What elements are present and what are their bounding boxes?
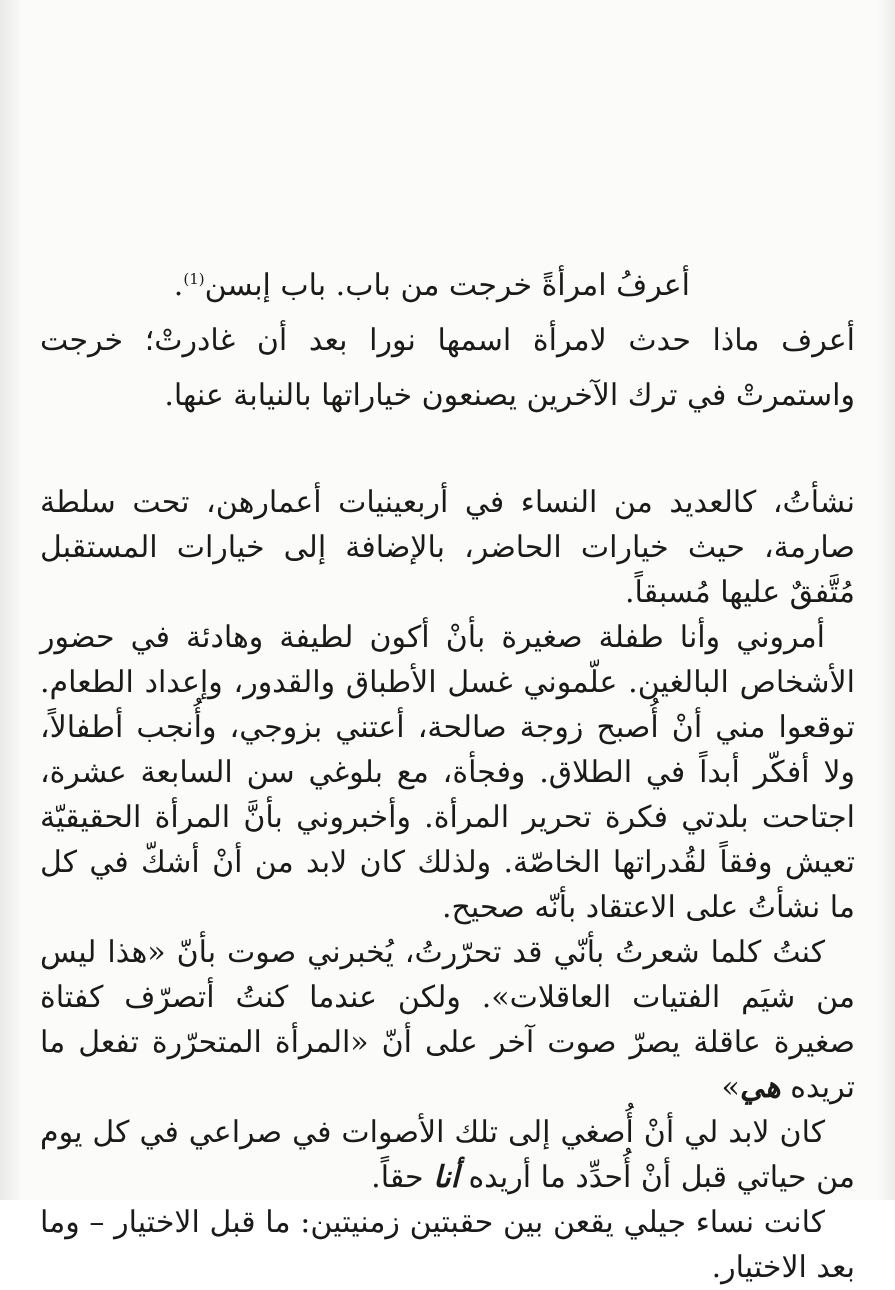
- paragraph-3: كنتُ كلما شعرتُ بأنّي قد تحرّرتُ، يُخبرني صوت بأنّ «هذا ليس من شيَم الفتيات العاقلات». ولكن عندما كنتُ أتصرّف كفتاة صغيرة عاقلة يصرّ صوت آخر على أنّ «المرأة المتحرّرة تفعل ما تريده هي»: [40, 935, 855, 1105]
- emphasis-hiya: هي: [739, 1070, 781, 1105]
- page-edge-shadow-right: [877, 0, 895, 1200]
- paragraph-5: كانت نساء جيلي يقعن بين حقبتين زمنيتين: ما قبل الاختيار – وما بعد الاختيار.: [40, 1205, 855, 1285]
- emphasis-ana: أنا: [433, 1160, 459, 1195]
- epigraph-line-1: أعرفُ امرأةً خرجت من باب. باب إبسن$^{(1)}$.: [173, 268, 690, 303]
- epigraph-line-2: أعرف ماذا حدث لامرأة اسمها نورا بعد أن غادرتْ؛ خرجت واستمرتْ في ترك الآخرين يصنعون خياراتها بالنيابة عنها.: [40, 323, 855, 413]
- paragraph-4: كان لابد لي أنْ أُصغي إلى تلك الأصوات في صراعي في كل يوم من حياتي قبل أنْ أُحدِّد ما أريده أنا حقاً.: [40, 1115, 855, 1195]
- footnote-marker[interactable]: (1): [183, 270, 205, 288]
- epigraph: [40, 258, 855, 423]
- paragraph-2: أمروني وأنا طفلة صغيرة بأنْ أكون لطيفة وهادئة في حضور الأشخاص البالغين. علّموني غسل الأطباق والقدور، وإعداد الطعام. توقعوا مني أنْ أُصبح زوجة صالحة، أعتني بزوجي، وأُنجب أطفالاً، ولا أفكّر أبداً في الطلاق. وفجأة، مع بلوغي سن السابعة عشرة، اجتاحت بلدتي فكرة تحرير المرأة. وأخبروني بأنَّ المرأة الحقيقيّة تعيش وفقاً لقُدراتها الخاصّة. ولذلك كان لابد من أنْ أشكّ في كل ما نشأتُ على الاعتقاد بأنّه صحيح.: [40, 620, 856, 925]
- body-text: [40, 480, 855, 1290]
- paragraph-1: نشأتُ، كالعديد من النساء في أربعينيات أعمارهن، تحت سلطة صارمة، حيث خيارات الحاضر، بالإضافة إلى خيارات المستقبل مُتَّفقٌ عليها مُسبقاً.: [40, 485, 855, 610]
- page-edge-shadow-left: [0, 0, 22, 1200]
